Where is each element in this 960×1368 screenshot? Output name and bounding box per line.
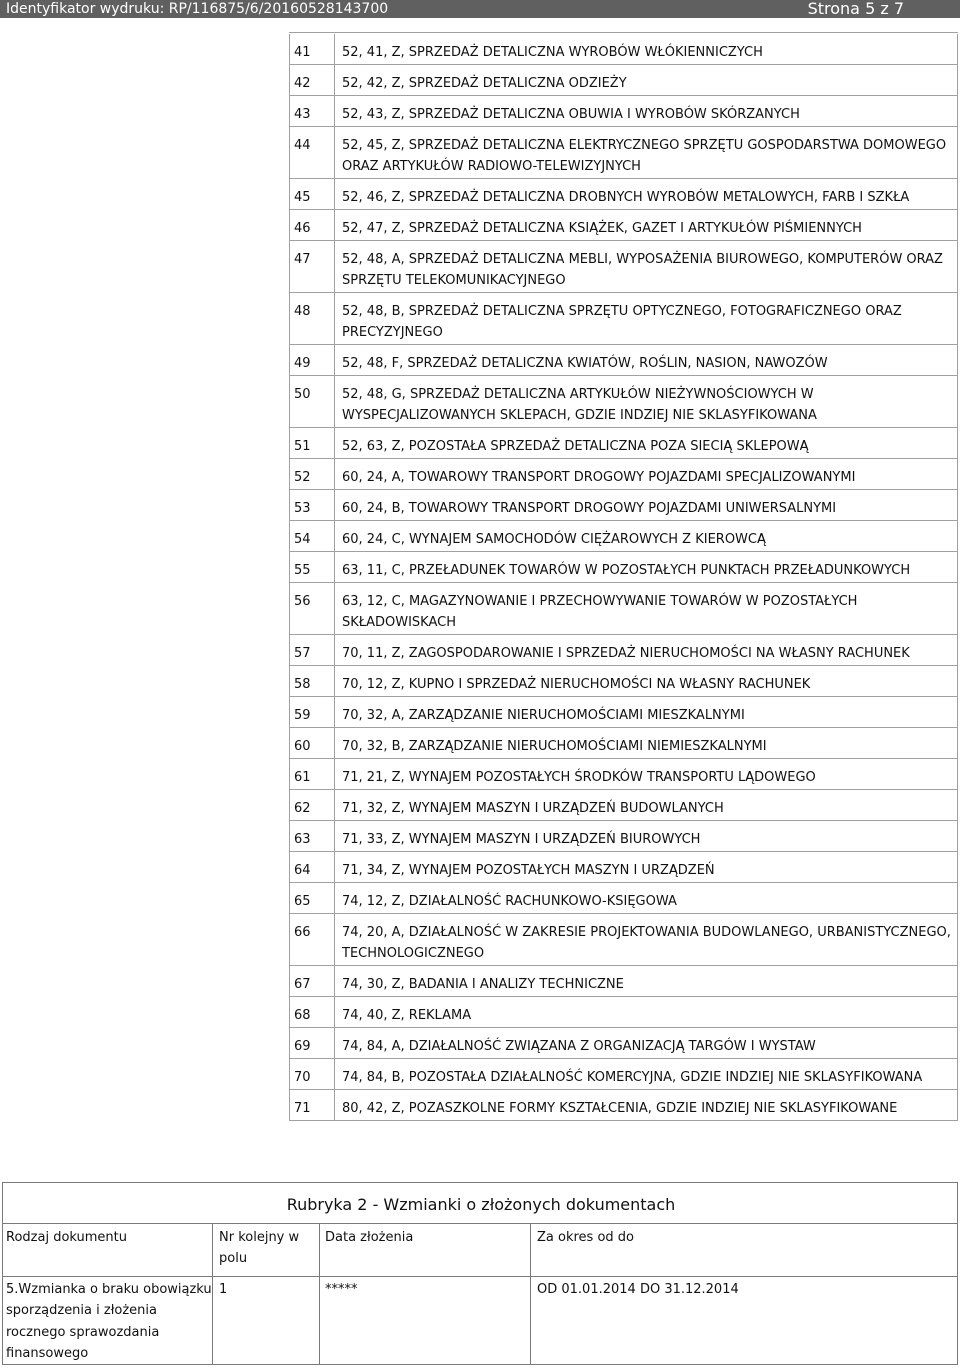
- row-description: 52, 46, Z, SPRZEDAŻ DETALICZNA DROBNYCH WYROBÓW METALOWYCH, FARB I SZKŁA: [335, 179, 958, 210]
- entry-seq: 1: [219, 1282, 228, 1297]
- entry-date: *****: [325, 1282, 358, 1297]
- table-row: [290, 241, 958, 293]
- pkd-activity-table-body: [290, 34, 958, 1121]
- table-row: [290, 96, 958, 127]
- table-row: [290, 552, 958, 583]
- row-number: 54: [290, 521, 335, 552]
- row-number: 59: [290, 697, 335, 728]
- row-description: 63, 11, C, PRZEŁADUNEK TOWARÓW W POZOSTAŁYCH PUNKTACH PRZEŁADUNKOWYCH: [335, 552, 958, 583]
- row-number: 69: [290, 1028, 335, 1059]
- row-description: 52, 48, A, SPRZEDAŻ DETALICZNA MEBLI, WYPOSAŻENIA BIUROWEGO, KOMPUTERÓW ORAZ SPRZĘTU TELEKOMUNIKACYJNEGO: [335, 241, 958, 293]
- row-number: 63: [290, 821, 335, 852]
- page-number: Strona 5 z 7: [807, 0, 904, 18]
- table-row: [290, 914, 958, 966]
- row-number: 51: [290, 428, 335, 459]
- row-number: 43: [290, 96, 335, 127]
- table-row: [290, 65, 958, 96]
- row-number: 66: [290, 914, 335, 966]
- row-description: 74, 30, Z, BADANIA I ANALIZY TECHNICZNE: [335, 966, 958, 997]
- row-number: 55: [290, 552, 335, 583]
- row-number: 71: [290, 1090, 335, 1121]
- col-header-doc-type: Rodzaj dokumentu: [6, 1230, 127, 1245]
- table-row: [290, 790, 958, 821]
- entry-doc-line1: 5.Wzmianka o braku obowiązku: [6, 1282, 212, 1297]
- print-header: [0, 0, 960, 18]
- rubryka-2-title: Rubryka 2 - Wzmianki o złożonych dokumentach: [286, 1195, 676, 1214]
- row-number: 46: [290, 210, 335, 241]
- table-row: [290, 293, 958, 345]
- row-description: 52, 48, G, SPRZEDAŻ DETALICZNA ARTYKUŁÓW NIEŻYWNOŚCIOWYCH W WYSPECJALIZOWANYCH SKLEPACH, GDZIE INDZIEJ NIE SKLASYFIKOWANA: [335, 376, 958, 428]
- row-description: 80, 42, Z, POZASZKOLNE FORMY KSZTAŁCENIA, GDZIE INDZIEJ NIE SKLASYFIKOWANE: [335, 1090, 958, 1121]
- row-description: 52, 63, Z, POZOSTAŁA SPRZEDAŻ DETALICZNA POZA SIECIĄ SKLEPOWĄ: [335, 428, 958, 459]
- entry-doc-line2: sporządzenia i złożenia: [6, 1303, 157, 1318]
- row-description: 74, 40, Z, REKLAMA: [335, 997, 958, 1028]
- row-description: 63, 12, C, MAGAZYNOWANIE I PRZECHOWYWANIE TOWARÓW W POZOSTAŁYCH SKŁADOWISKACH: [335, 583, 958, 635]
- row-number: 45: [290, 179, 335, 210]
- table-row: [290, 490, 958, 521]
- row-description: 52, 42, Z, SPRZEDAŻ DETALICZNA ODZIEŻY: [335, 65, 958, 96]
- print-identifier: Identyfikator wydruku: RP/116875/6/20160528143700: [6, 1, 389, 17]
- row-description: 60, 24, B, TOWAROWY TRANSPORT DROGOWY POJAZDAMI UNIWERSALNYMI: [335, 490, 958, 521]
- row-number: 70: [290, 1059, 335, 1090]
- col-header-date: Data złożenia: [325, 1230, 414, 1245]
- row-number: 62: [290, 790, 335, 821]
- table-row: [290, 179, 958, 210]
- table-row: [290, 428, 958, 459]
- row-description: 74, 12, Z, DZIAŁALNOŚĆ RACHUNKOWO-KSIĘGOWA: [335, 883, 958, 914]
- row-number: 50: [290, 376, 335, 428]
- rubryka-2-row-divider: [3, 1276, 957, 1277]
- row-number: 68: [290, 997, 335, 1028]
- table-row: [290, 728, 958, 759]
- row-number: 42: [290, 65, 335, 96]
- table-row: [290, 521, 958, 552]
- row-number: 64: [290, 852, 335, 883]
- col-header-period: Za okres od do: [537, 1230, 634, 1245]
- row-number: 44: [290, 127, 335, 179]
- table-row: [290, 376, 958, 428]
- row-description: 74, 20, A, DZIAŁALNOŚĆ W ZAKRESIE PROJEKTOWANIA BUDOWLANEGO, URBANISTYCZNEGO, TECHNOLOGICZNEGO: [335, 914, 958, 966]
- pkd-activity-table: [289, 34, 958, 1121]
- row-description: 71, 33, Z, WYNAJEM MASZYN I URZĄDZEŃ BIUROWYCH: [335, 821, 958, 852]
- entry-doc-line3: rocznego sprawozdania: [6, 1325, 160, 1340]
- row-number: 57: [290, 635, 335, 666]
- table-row: [290, 635, 958, 666]
- table-row: [290, 1090, 958, 1121]
- row-number: 48: [290, 293, 335, 345]
- row-description: 71, 34, Z, WYNAJEM POZOSTAŁYCH MASZYN I URZĄDZEŃ: [335, 852, 958, 883]
- table-row: [290, 666, 958, 697]
- row-description: 52, 43, Z, SPRZEDAŻ DETALICZNA OBUWIA I WYROBÓW SKÓRZANYCH: [335, 96, 958, 127]
- table-row: [290, 966, 958, 997]
- row-description: 71, 32, Z, WYNAJEM MASZYN I URZĄDZEŃ BUDOWLANYCH: [335, 790, 958, 821]
- entry-doc-line4: finansowego: [6, 1346, 89, 1361]
- row-description: 70, 32, A, ZARZĄDZANIE NIERUCHOMOŚCIAMI MIESZKALNYMI: [335, 697, 958, 728]
- row-number: 65: [290, 883, 335, 914]
- row-number: 58: [290, 666, 335, 697]
- col-header-seq-line2: polu: [219, 1251, 248, 1266]
- row-description: 60, 24, C, WYNAJEM SAMOCHODÓW CIĘŻAROWYCH Z KIEROWCĄ: [335, 521, 958, 552]
- table-row: [290, 583, 958, 635]
- table-row: [290, 127, 958, 179]
- table-row: [290, 210, 958, 241]
- rubryka-2-section: [2, 1182, 958, 1365]
- table-row: [290, 1059, 958, 1090]
- row-description: 60, 24, A, TOWAROWY TRANSPORT DROGOWY POJAZDAMI SPECJALIZOWANYMI: [335, 459, 958, 490]
- table-row: [290, 1028, 958, 1059]
- table-row: [290, 852, 958, 883]
- table-row: [290, 883, 958, 914]
- table-row: [290, 34, 958, 65]
- row-description: 70, 12, Z, KUPNO I SPRZEDAŻ NIERUCHOMOŚCI NA WŁASNY RACHUNEK: [335, 666, 958, 697]
- table-row: [290, 345, 958, 376]
- rubryka-2-col-divider: [319, 1223, 320, 1364]
- row-description: 52, 41, Z, SPRZEDAŻ DETALICZNA WYROBÓW WŁÓKIENNICZYCH: [335, 34, 958, 65]
- rubryka-2-col-divider: [530, 1223, 531, 1364]
- table-row: [290, 821, 958, 852]
- row-number: 56: [290, 583, 335, 635]
- row-number: 61: [290, 759, 335, 790]
- col-header-seq-line1: Nr kolejny w: [219, 1230, 300, 1245]
- row-number: 49: [290, 345, 335, 376]
- row-description: 52, 45, Z, SPRZEDAŻ DETALICZNA ELEKTRYCZNEGO SPRZĘTU GOSPODARSTWA DOMOWEGO ORAZ ARTYKUŁÓW RADIOWO-TELEWIZYJNYCH: [335, 127, 958, 179]
- row-number: 47: [290, 241, 335, 293]
- row-description: 74, 84, A, DZIAŁALNOŚĆ ZWIĄZANA Z ORGANIZACJĄ TARGÓW I WYSTAW: [335, 1028, 958, 1059]
- row-description: 52, 48, F, SPRZEDAŻ DETALICZNA KWIATÓW, ROŚLIN, NASION, NAWOZÓW: [335, 345, 958, 376]
- row-description: 52, 47, Z, SPRZEDAŻ DETALICZNA KSIĄŻEK, GAZET I ARTYKUŁÓW PIŚMIENNYCH: [335, 210, 958, 241]
- rubryka-2-col-divider: [212, 1223, 213, 1364]
- table-row: [290, 997, 958, 1028]
- row-description: 70, 32, B, ZARZĄDZANIE NIERUCHOMOŚCIAMI NIEMIESZKALNYMI: [335, 728, 958, 759]
- table-row: [290, 759, 958, 790]
- row-description: 74, 84, B, POZOSTAŁA DZIAŁALNOŚĆ KOMERCYJNA, GDZIE INDZIEJ NIE SKLASYFIKOWANA: [335, 1059, 958, 1090]
- row-number: 53: [290, 490, 335, 521]
- row-number: 60: [290, 728, 335, 759]
- entry-period: OD 01.01.2014 DO 31.12.2014: [537, 1282, 739, 1297]
- row-description: 52, 48, B, SPRZEDAŻ DETALICZNA SPRZĘTU OPTYCZNEGO, FOTOGRAFICZNEGO ORAZ PRECYZYJNEGO: [335, 293, 958, 345]
- table-row: [290, 697, 958, 728]
- row-description: 71, 21, Z, WYNAJEM POZOSTAŁYCH ŚRODKÓW TRANSPORTU LĄDOWEGO: [335, 759, 958, 790]
- row-number: 41: [290, 34, 335, 65]
- row-description: 70, 11, Z, ZAGOSPODAROWANIE I SPRZEDAŻ NIERUCHOMOŚCI NA WŁASNY RACHUNEK: [335, 635, 958, 666]
- rubryka-2-divider: [3, 1223, 957, 1224]
- row-number: 52: [290, 459, 335, 490]
- row-number: 67: [290, 966, 335, 997]
- table-row: [290, 459, 958, 490]
